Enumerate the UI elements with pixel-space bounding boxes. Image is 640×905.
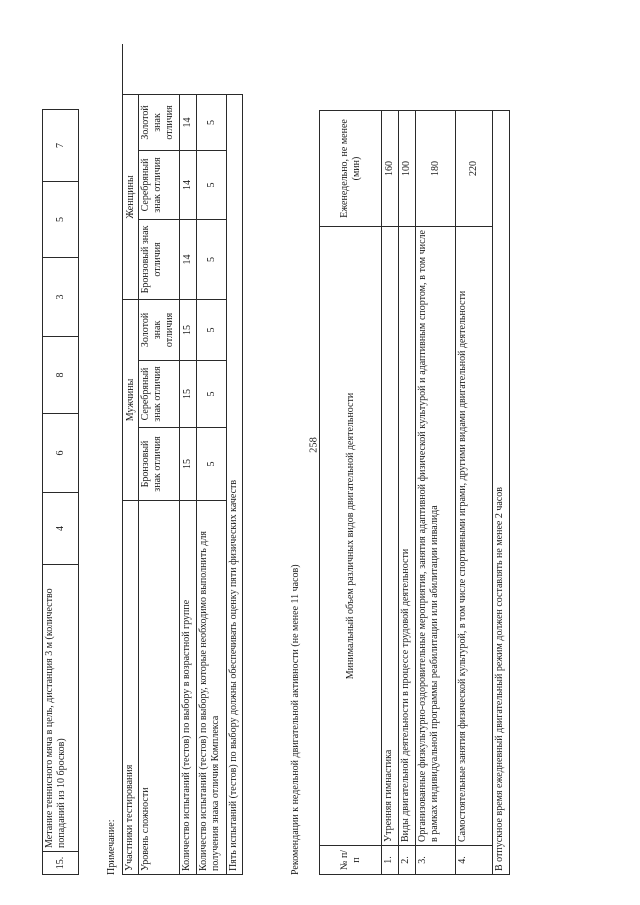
difficulty-label: Уровень сложности — [139, 501, 180, 875]
minutes-value: 160 — [382, 111, 399, 227]
row-number: 2. — [399, 846, 416, 875]
activity-text: Утренняя гимнастика — [382, 227, 399, 846]
cell-value: 14 — [180, 150, 197, 219]
cell-value: 15 — [180, 428, 197, 501]
cell-value: 5 — [197, 299, 227, 360]
women-header: Женщины — [123, 94, 139, 299]
table-row — [456, 111, 493, 875]
badge-header: Серебряный знак отличия — [139, 150, 180, 219]
minutes-value: 180 — [416, 111, 456, 227]
cell-value: 14 — [180, 94, 197, 150]
row-number: 4. — [456, 846, 493, 875]
rotated-content — [42, 30, 612, 875]
activity-table — [319, 110, 510, 875]
men-header: Мужчины — [123, 299, 139, 500]
cell-value: 5 — [197, 94, 227, 150]
row-number: 15. — [43, 852, 79, 875]
activity-text: Организованные физкультурно-оздоровительные мероприятия, занятия адаптивной физической культурой и адаптивным спортом, в том числе в рамках индивидуальной программы реабилитации или абилитации инвалида — [416, 227, 456, 846]
test-value: 5 — [43, 182, 79, 258]
header-activity: Минимальный объем различных видов двигательной деятельности — [320, 227, 382, 846]
levels-table — [122, 44, 243, 875]
table-row — [382, 111, 399, 875]
page-number-text: 258 — [308, 437, 320, 453]
row-label: Количество испытаний (тестов) по выбору, которые необходимо выполнить для получения знака отличия Комплекса — [197, 501, 227, 875]
cell-value: 5 — [197, 219, 227, 299]
table-row — [43, 110, 79, 875]
test-value: 6 — [43, 414, 79, 493]
cell-value: 14 — [180, 219, 197, 299]
badge-header: Золотой знак отличия — [139, 94, 180, 150]
cell-value: 5 — [197, 150, 227, 219]
note-label: Примечание: — [106, 819, 117, 875]
cell-value: 15 — [180, 361, 197, 428]
test-value: 8 — [43, 337, 79, 414]
test-value: 3 — [43, 258, 79, 337]
badge-header: Бронзовый знак отличия — [139, 428, 180, 501]
recommendations-title: Рекомендации к недельной двигательной активности (не менее 11 часов) — [290, 564, 301, 875]
table-row — [399, 111, 416, 875]
badge-header: Серебряный знак отличия — [139, 361, 180, 428]
activity-text: Виды двигательной деятельности в процессе трудовой деятельности — [399, 227, 416, 846]
test-description: Метание теннисного мяча в цель, дистанция 3 м (количество попаданий из 10 бросков) — [43, 565, 79, 852]
cell-value: 5 — [197, 428, 227, 501]
table-row — [180, 44, 197, 874]
badge-header: Бронзовый знак отличия — [139, 219, 180, 299]
participants-label: Участники тестирования — [123, 501, 139, 875]
activity-footer: В отпускное время ежедневный двигательный режим должен составлять не менее 2 часов — [493, 111, 510, 875]
levels-footer: Пять испытаний (тестов) по выбору должны обеспечивать оценку пяти физических качеств — [227, 94, 243, 874]
row-label: Количество испытаний (тестов) по выбору в возрастной группе — [180, 501, 197, 875]
row-number: 1. — [382, 846, 399, 875]
test-value: 7 — [43, 110, 79, 182]
activity-text: Самостоятельные занятия физической культурой, в том числе спортивными играми, другими видами двигательной деятельности — [456, 227, 493, 846]
table-row — [197, 44, 227, 874]
minutes-value: 100 — [399, 111, 416, 227]
minutes-value: 220 — [456, 111, 493, 227]
test-value: 4 — [43, 493, 79, 565]
cell-value: 15 — [180, 299, 197, 360]
row-number: 3. — [416, 846, 456, 875]
header-weekly: Еженедельно, не менее (мин) — [320, 111, 382, 227]
test-row-table — [42, 109, 79, 875]
badge-header: Золотой знак отличия — [139, 299, 180, 360]
table-row — [416, 111, 456, 875]
cell-value: 5 — [197, 361, 227, 428]
header-num: № п/п — [320, 846, 382, 875]
